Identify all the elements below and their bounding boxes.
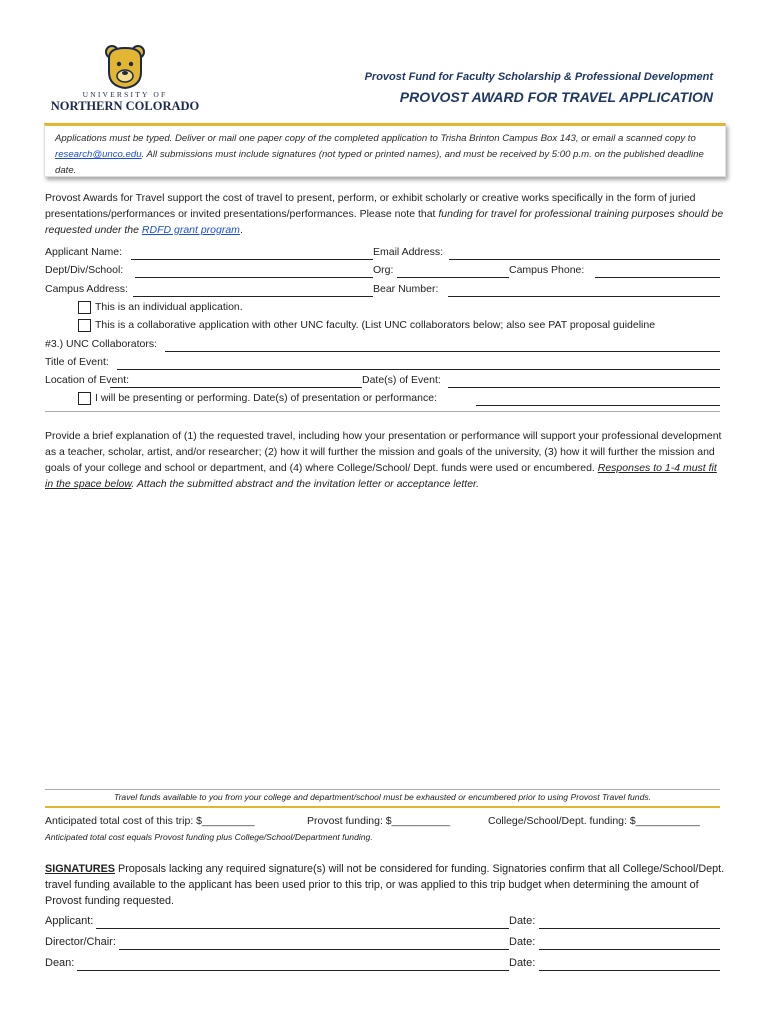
row-dean-signature bbox=[45, 957, 720, 973]
funds-divider-top bbox=[45, 789, 720, 790]
individual-label: This is an individual application. bbox=[95, 301, 243, 313]
campus-address-label: Campus Address: bbox=[45, 283, 128, 295]
page-subtitle: Provost Fund for Faculty Scholarship & Professional Development bbox=[364, 71, 713, 83]
row-director-signature bbox=[45, 936, 720, 952]
row-dept-org-phone bbox=[45, 264, 720, 280]
location-label: Location of Event: bbox=[45, 374, 130, 386]
bear-number-field[interactable] bbox=[448, 296, 720, 297]
presenting-label: I will be presenting or performing. Date(s) of presentation or performance: bbox=[95, 392, 437, 404]
signatures-text: Proposals lacking any required signature(s) will not be considered for funding. Signatories confirm that all College/School/Dept. travel funding available to the applicant has been used prior to this trip, or was applied to this trip budget when determining the amount of Provost funding requested. bbox=[45, 863, 725, 907]
presenting-date-field[interactable] bbox=[476, 405, 720, 406]
location-field[interactable] bbox=[110, 387, 362, 388]
explanation-underlined: Responses to 1-4 must fit in the space below bbox=[45, 462, 717, 490]
intro-italic: funding for travel for professional training purposes should be requested under the bbox=[45, 208, 724, 236]
dept-label: Dept/Div/School: bbox=[45, 264, 124, 276]
explanation-paragraph bbox=[45, 428, 725, 492]
row-location-dates bbox=[45, 374, 720, 390]
row-title-event bbox=[45, 356, 720, 372]
applicant-signature-field[interactable] bbox=[96, 928, 509, 929]
explanation-text-b: . Attach the submitted abstract and the invitation letter or acceptance letter. bbox=[131, 478, 480, 490]
notice-text-a: Applications must be typed. Deliver or mail one paper copy of the completed application to Trisha Brinton Campus Box 143, or email a scanned copy to bbox=[55, 133, 696, 144]
signatures-paragraph bbox=[45, 861, 725, 909]
collaborators-field[interactable] bbox=[165, 351, 720, 352]
provost-funding-field[interactable]: Provost funding: $__________ bbox=[307, 815, 451, 827]
campus-phone-field[interactable] bbox=[595, 277, 720, 278]
intro-paragraph bbox=[45, 190, 725, 238]
applicant-date-field[interactable] bbox=[539, 928, 720, 929]
funds-divider-gold bbox=[45, 806, 720, 808]
divider bbox=[45, 411, 720, 412]
collaborative-label: This is a collaborative application with other UNC faculty. (List UNC collaborators below; also see PAT proposal guideline bbox=[95, 319, 656, 331]
notice-text-b: . All submissions must include signatures (not typed or printed names), and must be received by 5:00 p.m. on the published deadline date. bbox=[55, 149, 704, 176]
row-costs bbox=[45, 815, 720, 831]
dean-date-label: Date: bbox=[509, 957, 536, 969]
intro-end: . bbox=[239, 224, 243, 236]
unc-logo bbox=[50, 44, 200, 116]
collaborators-label: #3.) UNC Collaborators: bbox=[45, 338, 158, 350]
collaborative-checkbox[interactable] bbox=[78, 319, 91, 332]
title-event-label: Title of Event: bbox=[45, 356, 109, 368]
college-funding-field[interactable]: College/School/Dept. funding: $___________ bbox=[488, 815, 700, 827]
email-label: Email Address: bbox=[373, 246, 444, 258]
total-cost-field[interactable]: Anticipated total cost of this trip: $_________ bbox=[45, 815, 255, 827]
logo-northern-colorado: NORTHERN COLORADO bbox=[50, 99, 200, 113]
org-field[interactable] bbox=[397, 277, 509, 278]
row-collaborative bbox=[45, 319, 720, 335]
row-presenting bbox=[45, 392, 720, 408]
email-link[interactable]: research@unco.edu bbox=[55, 149, 142, 160]
bear-number-label: Bear Number: bbox=[373, 283, 439, 295]
logo-university-of: UNIVERSITY OF bbox=[82, 90, 168, 99]
explanation-text: Provide a brief explanation of (1) the requested travel, including how your presentation or performance will support your professional development as a teacher, scholar, artist, and/or researcher; (2) how it will further the mission and goals of the university, (3) how it will further the mission and goals of your college and school or department, and (4) where College/School/ Dept. funds were used or encumbered. bbox=[45, 430, 722, 474]
row-address-bear bbox=[45, 283, 720, 299]
row-individual bbox=[45, 301, 720, 317]
page-title: PROVOST AWARD FOR TRAVEL APPLICATION bbox=[399, 89, 713, 105]
campus-phone-label: Campus Phone: bbox=[509, 264, 585, 276]
email-field[interactable] bbox=[449, 259, 720, 260]
presenting-checkbox[interactable] bbox=[78, 392, 91, 405]
row-collaborators bbox=[45, 338, 720, 354]
row-applicant-email bbox=[45, 246, 720, 262]
title-event-field[interactable] bbox=[117, 369, 720, 370]
funds-note: Travel funds available to you from your college and department/school must be exhausted or encumbered prior to using Provost Travel funds. bbox=[113, 792, 652, 802]
dept-field[interactable] bbox=[135, 277, 373, 278]
director-sig-label: Director/Chair: bbox=[45, 936, 116, 948]
applicant-sig-label: Applicant: bbox=[45, 915, 94, 927]
intro-text: Provost Awards for Travel support the cost of travel to present, perform, or exhibit scholarly or creative works specifically in the form of juried presentations/performances or invited presentations/performances. Please note that bbox=[45, 192, 696, 220]
dean-sig-label: Dean: bbox=[45, 957, 75, 969]
signatures-heading: SIGNATURES bbox=[45, 863, 115, 875]
bear-logo-icon bbox=[105, 44, 145, 90]
director-signature-field[interactable] bbox=[119, 949, 509, 950]
applicant-date-label: Date: bbox=[509, 915, 536, 927]
rdfd-link[interactable]: RDFD grant program bbox=[141, 224, 240, 236]
applicant-name-field[interactable] bbox=[131, 259, 373, 260]
dean-date-field[interactable] bbox=[539, 970, 720, 971]
director-date-field[interactable] bbox=[539, 949, 720, 950]
individual-checkbox[interactable] bbox=[78, 301, 91, 314]
row-applicant-signature bbox=[45, 915, 720, 931]
dates-label: Date(s) of Event: bbox=[362, 374, 441, 386]
explanation-response-area[interactable] bbox=[45, 512, 720, 782]
dean-signature-field[interactable] bbox=[77, 970, 509, 971]
org-label: Org: bbox=[373, 264, 394, 276]
applicant-name-label: Applicant Name: bbox=[45, 246, 123, 258]
submission-notice bbox=[44, 123, 726, 177]
campus-address-field[interactable] bbox=[133, 296, 373, 297]
director-date-label: Date: bbox=[509, 936, 536, 948]
dates-field[interactable] bbox=[448, 387, 720, 388]
cost-equation-note: Anticipated total cost equals Provost funding plus College/School/Department funding. bbox=[45, 832, 373, 842]
